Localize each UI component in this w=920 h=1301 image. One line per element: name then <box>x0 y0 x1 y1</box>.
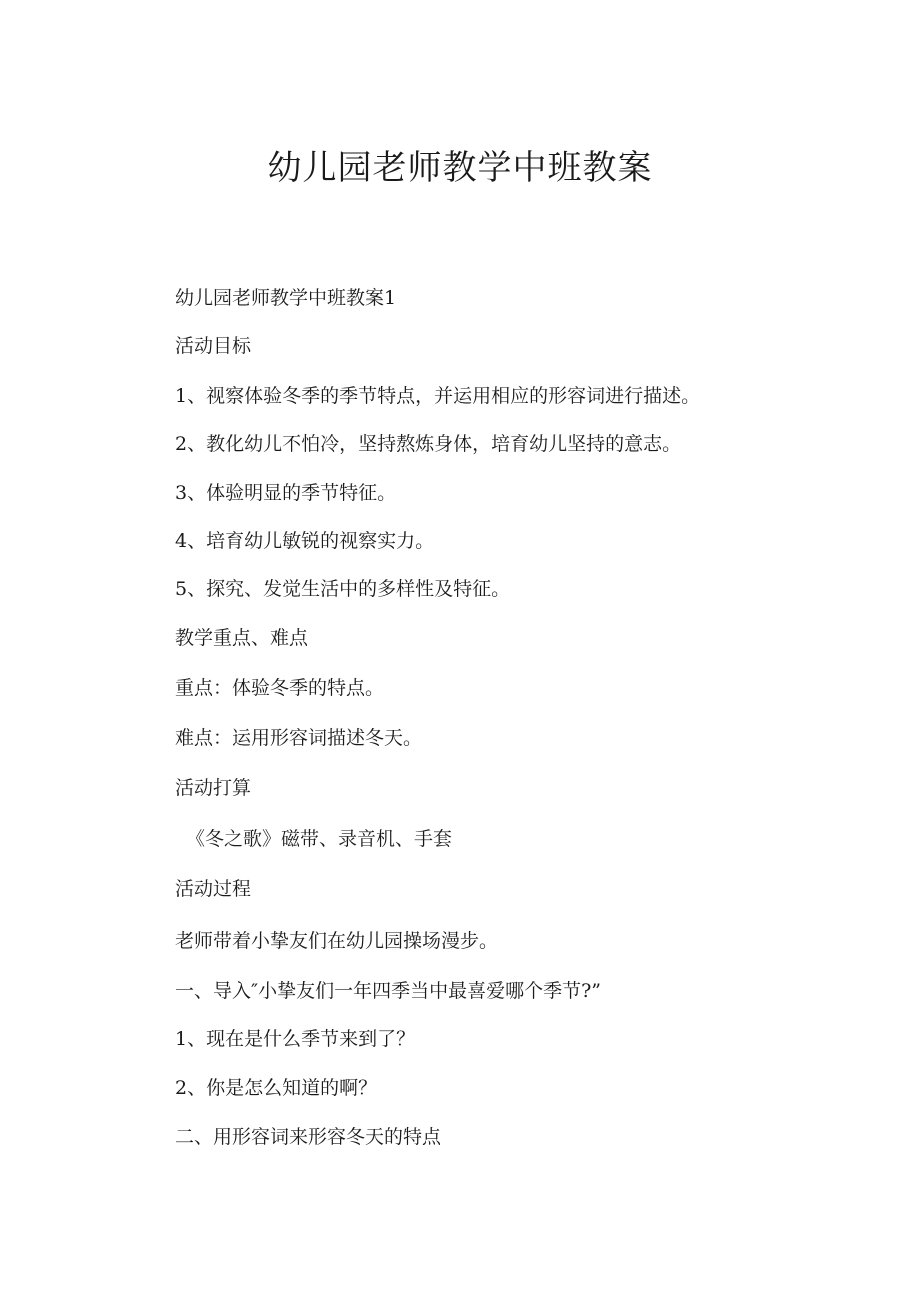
goal-item-4: 4、培育幼儿敏锐的视察实力。 <box>175 530 435 552</box>
process-question-1: 1、现在是什么季节来到了？ <box>175 1028 416 1050</box>
heading-activity-process: 活动过程 <box>175 878 252 900</box>
difficult-point-text: 难点：运用形容词描述冬天。 <box>175 727 423 749</box>
goal-item-3: 3、体验明显的季节特征。 <box>175 482 397 504</box>
goal-item-1: 1、视察体验冬季的季节特点，并运用相应的形容词进行描述。 <box>175 385 701 407</box>
heading-activity-goals: 活动目标 <box>175 335 252 357</box>
key-point-text: 重点：体验冬季的特点。 <box>175 677 385 699</box>
process-step-1-heading: 一、导入″小挚友们一年四季当中最喜爱哪个季节?” <box>175 980 601 1002</box>
preparation-materials: 《冬之歌》磁带、录音机、手套 <box>186 828 453 850</box>
process-intro-text: 老师带着小挚友们在幼儿园操场漫步。 <box>175 930 499 952</box>
process-step-2-heading: 二、用形容词来形容冬天的特点 <box>175 1126 442 1148</box>
goal-item-5: 5、探究、发觉生活中的多样性及特征。 <box>175 578 511 600</box>
goal-item-2: 2、教化幼儿不怕冷，坚持熬炼身体，培育幼儿坚持的意志。 <box>175 433 682 455</box>
document-title: 幼儿园老师教学中班教案 <box>267 148 653 188</box>
heading-activity-preparation: 活动打算 <box>175 777 252 799</box>
section-heading-lesson-1: 幼儿园老师教学中班教案1 <box>175 287 397 309</box>
heading-key-points: 教学重点、难点 <box>175 627 309 649</box>
process-question-2: 2、你是怎么知道的啊？ <box>175 1077 378 1099</box>
